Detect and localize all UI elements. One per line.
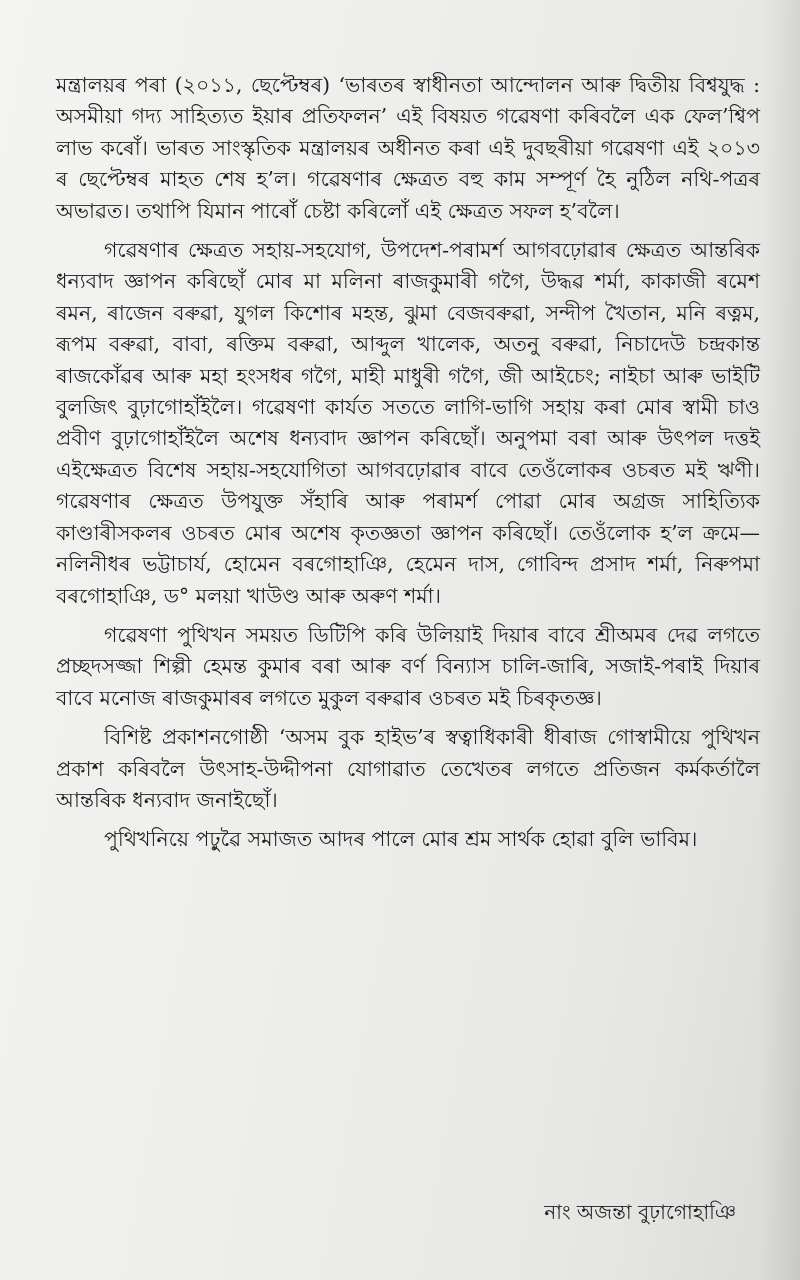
paragraph-5: পুথিখনিয়ে পঢ়ুৱৈ সমাজত আদৰ পালে মোৰ শ্ৰম সাৰ্থক হোৱা বুলি ভাবিম। <box>104 827 698 852</box>
paragraph-3: গৱেষণা পুথিখন সময়ত ডিটিপি কৰি উলিয়াই দিয়াৰ বাবে শ্ৰীঅমৰ দেৱ লগতে প্ৰচ্ছদসজ্জা শিল্পী হেমন্ত কুমাৰ বৰা আৰু বৰ্ণ বিন্যাস চালি-জাৰি, সজাই-পৰাই দিয়াৰ বাবে মনোজ ৰাজকুমাৰৰ লগতে মুকুল বৰুৱাৰ ওচৰত মই চিৰকৃতজ্ঞ। <box>56 622 760 710</box>
paragraph-2: গৱেষণাৰ ক্ষেত্ৰত সহায়-সহযোগ, উপদেশ-পৰামৰ্শ আগবঢ়োৱাৰ ক্ষেত্ৰত আন্তৰিক ধন্যবাদ জ্ঞাপন কৰিছোঁ মোৰ মা মলিনা ৰাজকুমাৰী গগৈ, উদ্ধৱ শৰ্মা, কাকাজী ৰমেশ ৰমন, ৰাজেন বৰুৱা, যুগল কিশোৰ মহন্ত, ঝুমা বেজবৰুৱা, সন্দীপ খৈতান, মনি ৰত্নম, ৰূপম বৰুৱা, বাবা, ৰক্তিম বৰুৱা, আব্দুল খালেক, অতনু বৰুৱা, নিচাদেউ চন্দ্ৰকান্ত ৰাজকোঁৱৰ আৰু মহা হংসধৰ গগৈ, মাহী মাধুৰী গগৈ, জী আইচেং; নাইচা আৰু ভাইটি বুলজিৎ বুঢ়াগোহাঁইলৈ। গৱেষণা কাৰ্যত সততে লাগি-ভাগি সহায় কৰা মোৰ স্বামী চাও প্ৰবীণ বুঢ়াগোহাঁইলৈ অশেষ ধন্যবাদ জ্ঞাপন কৰিছোঁ। অনুপমা বৰা আৰু উৎপল দত্তই এইক্ষেত্ৰত বিশেষ সহায়-সহযোগিতা আগবঢ়োৱাৰ বাবে তেওঁলোকৰ ওচৰত মই ঋণী। গৱেষণাৰ ক্ষেত্ৰত উপযুক্ত সঁহাৰি আৰু পৰামৰ্শ পোৱা মোৰ অগ্ৰজ সাহিত্যিক কাণ্ডাৰীসকলৰ ওচৰত মোৰ অশেষ কৃতজ্ঞতা জ্ঞাপন কৰিছোঁ। তেওঁলোক হ’ল ক্ৰমে— নলিনীধৰ ভট্টাচাৰ্য, হোমেন বৰগোহাঞি, হেমেন দাস, গোবিন্দ প্ৰসাদ শৰ্মা, নিৰুপমা বৰগোহাঞি, ড° মলয়া খাউণ্ড আৰু অৰুণ শৰ্মা। <box>56 238 760 608</box>
paragraph-4: বিশিষ্ট প্ৰকাশনগোষ্ঠী ‘অসম বুক হাইভ’ৰ স্বত্বাধিকাৰী ধীৰাজ গোস্বামীয়ে পুথিখন প্ৰকাশ কৰিবলৈ উৎসাহ-উদ্দীপনা যোগাৱাত তেখেতৰ লগতে প্ৰতিজন কৰ্মকৰ্তালৈ আন্তৰিক ধন্যবাদ জনাইছোঁ। <box>56 725 760 812</box>
page-edge-shadow <box>760 0 800 1280</box>
author-signature: নাং অজন্তা বুঢ়াগোহাঞি <box>544 1200 736 1224</box>
preface-text <box>56 70 760 864</box>
paragraph-1: মন্ত্ৰালয়ৰ পৰা (২০১১, ছেপ্টেম্বৰ) ‘ভাৰতৰ স্বাধীনতা আন্দোলন আৰু দ্বিতীয় বিশ্বযুদ্ধ : অসমীয়া গদ্য সাহিত্যত ইয়াৰ প্ৰতিফলন’ এই বিষয়ত গৱেষণা কৰিবলৈ এক ফেল’শ্বিপ লাভ কৰোঁ। ভাৰত সাংস্কৃতিক মন্ত্ৰালয়ৰ অধীনত কৰা এই দুবছৰীয়া গৱেষণা এই ২০১৩ ৰ ছেপ্টেম্বৰ মাহত শেষ হ’ল। গৱেষণাৰ ক্ষেত্ৰত বহু কাম সম্পূৰ্ণ হৈ নুঠিল নথি-পত্ৰৰ অভাৱত। তথাপি যিমান পাৰোঁ চেষ্টা কৰিলোঁ এই ক্ষেত্ৰত সফল হ’বলৈ। <box>56 73 760 223</box>
